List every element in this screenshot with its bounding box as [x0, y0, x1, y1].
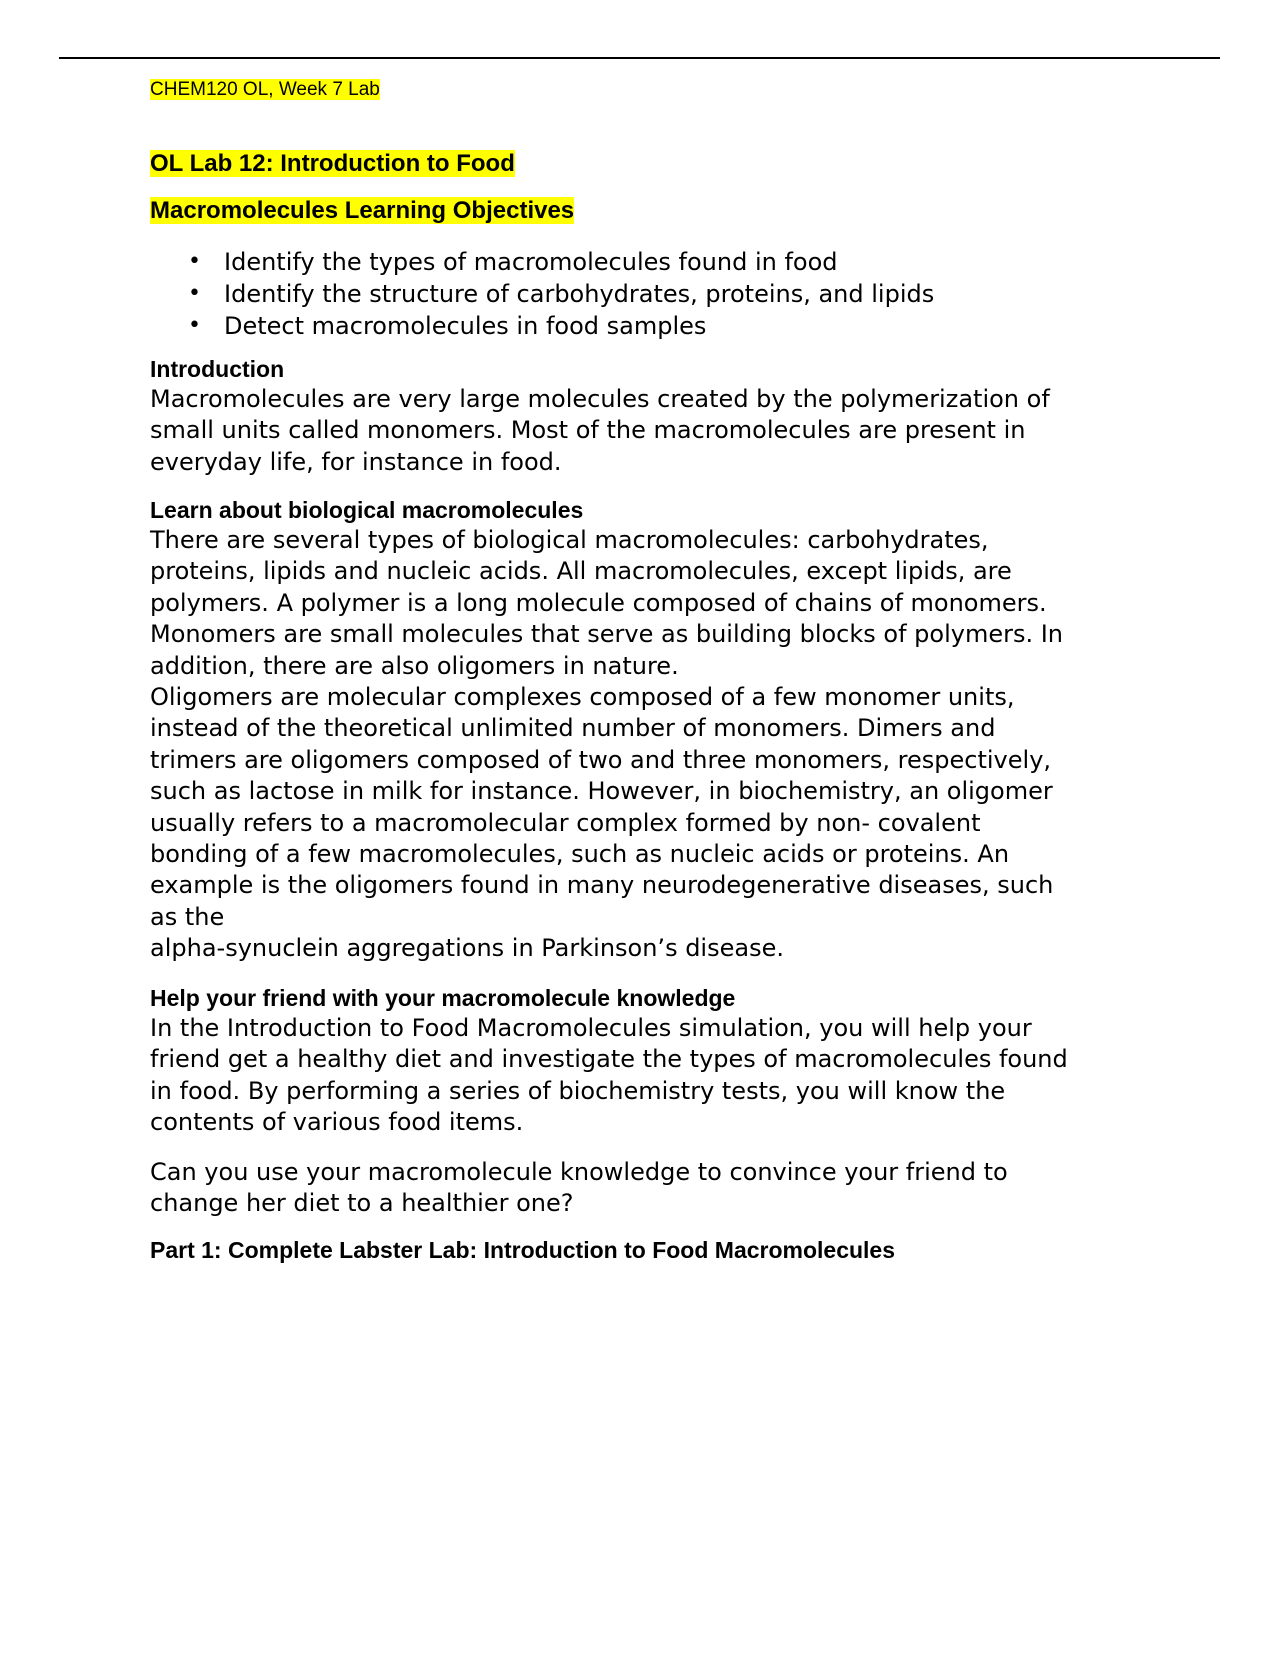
course-header	[150, 78, 380, 102]
objective-text: Detect macromolecules in food samples	[224, 312, 707, 340]
learn-paragraph: There are several types of biological macromolecules: carbohydrates, proteins, lipids and nucleic acids. All macromolecules, except lipids, are polymers. A polymer is a long molecule composed of chains of monomers. Monomers are small molecules that serve as building blocks of polymers. In addition, there are also oligomers in nature. Oligomers are molecular complexes composed of a few monomer units, instead of the theoretical unlimited number of monomers. Dimers and trimers are oligomers composed of two and three monomers, respectively, such as lactose in milk for instance. However, in biochemistry, an oligomer usually refers to a macromolecular complex formed by non- covalent bonding of a few macromolecules, such as nucleic acids or proteins. An example is the oligomers found in many neurodegenerative diseases, such as the alpha-synuclein aggregations in Parkinson’s disease.	[150, 526, 1064, 963]
objective-text: Identify the types of macromolecules found in food	[224, 248, 838, 276]
introduction-heading: Introduction	[150, 356, 285, 382]
help-heading: Help your friend with your macromolecule knowledge	[150, 985, 736, 1011]
learning-objectives-list	[150, 246, 934, 342]
objective-item	[150, 278, 934, 310]
bullet-icon: •	[188, 249, 201, 274]
introduction-section	[150, 354, 1130, 478]
bullet-icon: •	[188, 281, 201, 306]
help-section	[150, 983, 1130, 1139]
header-rule	[59, 57, 1220, 59]
part1-heading: Part 1: Complete Labster Lab: Introduction to Food Macromolecules	[150, 1237, 896, 1263]
lab-title-text: OL Lab 12: Introduction to Food	[150, 150, 515, 177]
question-paragraph: Can you use your macromolecule knowledge to convince your friend to change her diet to a healthier one?	[150, 1158, 1008, 1218]
lab-subtitle-text: Macromolecules Learning Objectives	[150, 197, 575, 224]
lab-title	[150, 149, 515, 179]
learn-section	[150, 495, 1130, 965]
objective-item	[150, 246, 934, 278]
objective-text: Identify the structure of carbohydrates, proteins, and lipids	[224, 280, 935, 308]
bullet-icon: •	[188, 313, 201, 338]
introduction-paragraph: Macromolecules are very large molecules created by the polymerization of small units called monomers. Most of the macromolecules are present in everyday life, for instance in food.	[150, 385, 1050, 476]
learn-heading: Learn about biological macromolecules	[150, 497, 584, 523]
help-paragraph: In the Introduction to Food Macromolecules simulation, you will help your friend get a healthy diet and investigate the types of macromolecules found in food. By performing a series of biochemistry tests, you will know the contents of various food items.	[150, 1014, 1068, 1137]
lab-subtitle	[150, 196, 574, 226]
course-header-text: CHEM120 OL, Week 7 Lab	[150, 79, 380, 100]
objective-item	[150, 310, 934, 342]
question-section	[150, 1157, 1130, 1220]
